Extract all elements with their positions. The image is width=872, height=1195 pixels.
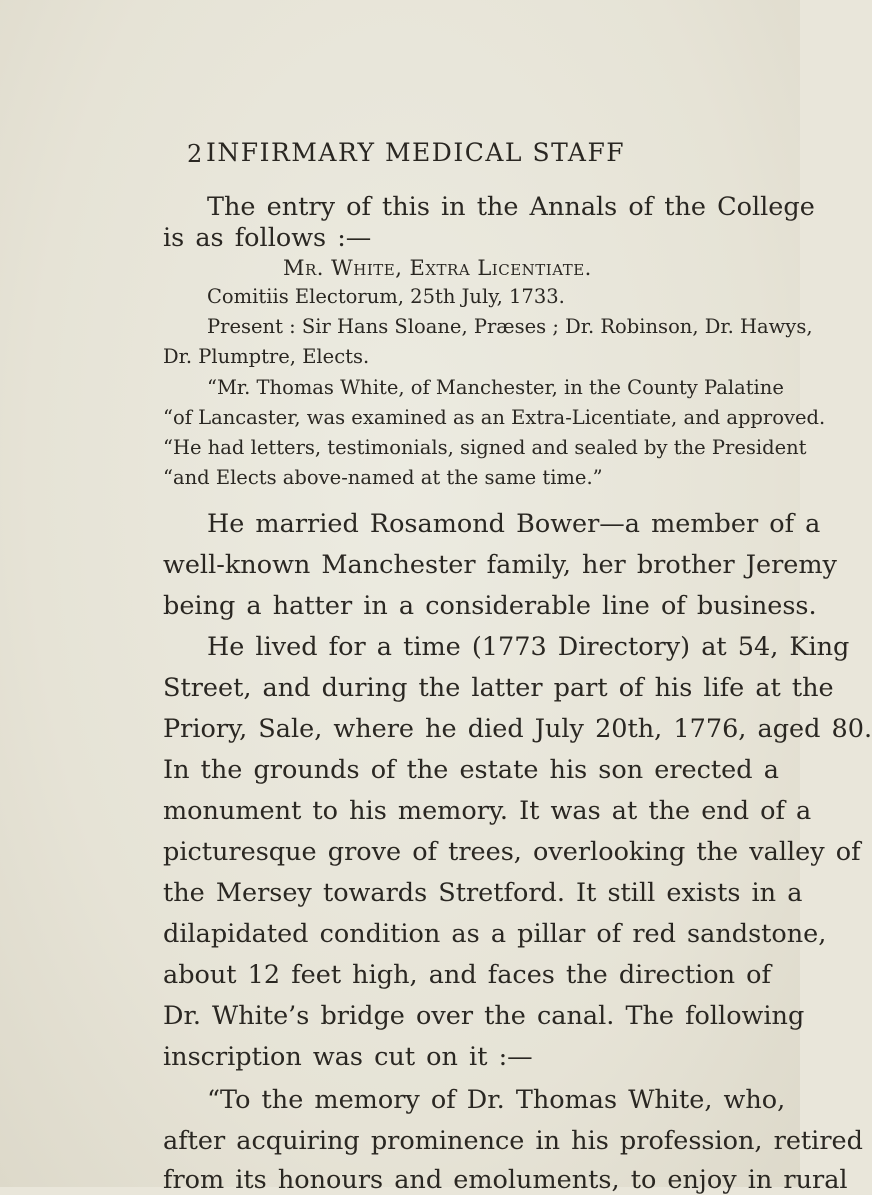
paragraph-line: dilapidated condition as a pillar of red sandstone, <box>163 919 827 949</box>
paragraph-line: well-known Manchester family, her brother Jeremy <box>163 550 837 580</box>
entry-heading: Mr. White, Extra Licentiate. <box>283 256 592 280</box>
paragraph-line: “To the memory of Dr. Thomas White, who, <box>207 1085 786 1115</box>
running-title: INFIRMARY MEDICAL STAFF <box>206 138 626 167</box>
paragraph-line: Street, and during the latter part of his life at the <box>163 673 834 703</box>
paragraph-line: is as follows :— <box>163 223 372 253</box>
page-number: 2 <box>187 140 203 168</box>
annals-line: “of Lancaster, was examined as an Extra-Licentiate, and approved. <box>163 406 826 429</box>
paragraph-line: The entry of this in the Annals of the College <box>207 192 815 222</box>
paragraph-line: He married Rosamond Bower—a member of a <box>207 509 821 539</box>
paragraph-line: monument to his memory. It was at the end of a <box>163 796 812 826</box>
paragraph-line: He lived for a time (1773 Directory) at 54, King <box>207 632 850 662</box>
paragraph-line: inscription was cut on it :— <box>163 1042 533 1072</box>
paragraph-line: picturesque grove of trees, overlooking the valley of <box>163 837 861 867</box>
annals-line: Dr. Plumptre, Elects. <box>163 345 370 368</box>
paragraph-line: from its honours and emoluments, to enjoy in rural <box>163 1165 848 1195</box>
paragraph-line: the Mersey towards Stretford. It still exists in a <box>163 878 803 908</box>
annals-line: “Mr. Thomas White, of Manchester, in the County Palatine <box>207 376 784 399</box>
annals-line: Comitiis Electorum, 25th July, 1733. <box>207 285 565 308</box>
paragraph-line: about 12 feet high, and faces the direction of <box>163 960 771 990</box>
paragraph-line: Priory, Sale, where he died July 20th, 1776, aged 80. <box>163 714 872 744</box>
annals-line: “He had letters, testimonials, signed and sealed by the President <box>163 436 807 459</box>
paragraph-line: Dr. White’s bridge over the canal. The following <box>163 1001 805 1031</box>
paragraph-line: In the grounds of the estate his son erected a <box>163 755 779 785</box>
paragraph-line: being a hatter in a considerable line of business. <box>163 591 817 621</box>
annals-line: “and Elects above-named at the same time.” <box>163 466 603 489</box>
annals-line: Present : Sir Hans Sloane, Præses ; Dr. Robinson, Dr. Hawys, <box>207 315 813 338</box>
paragraph-line: after acquiring prominence in his profession, retired <box>163 1126 863 1156</box>
